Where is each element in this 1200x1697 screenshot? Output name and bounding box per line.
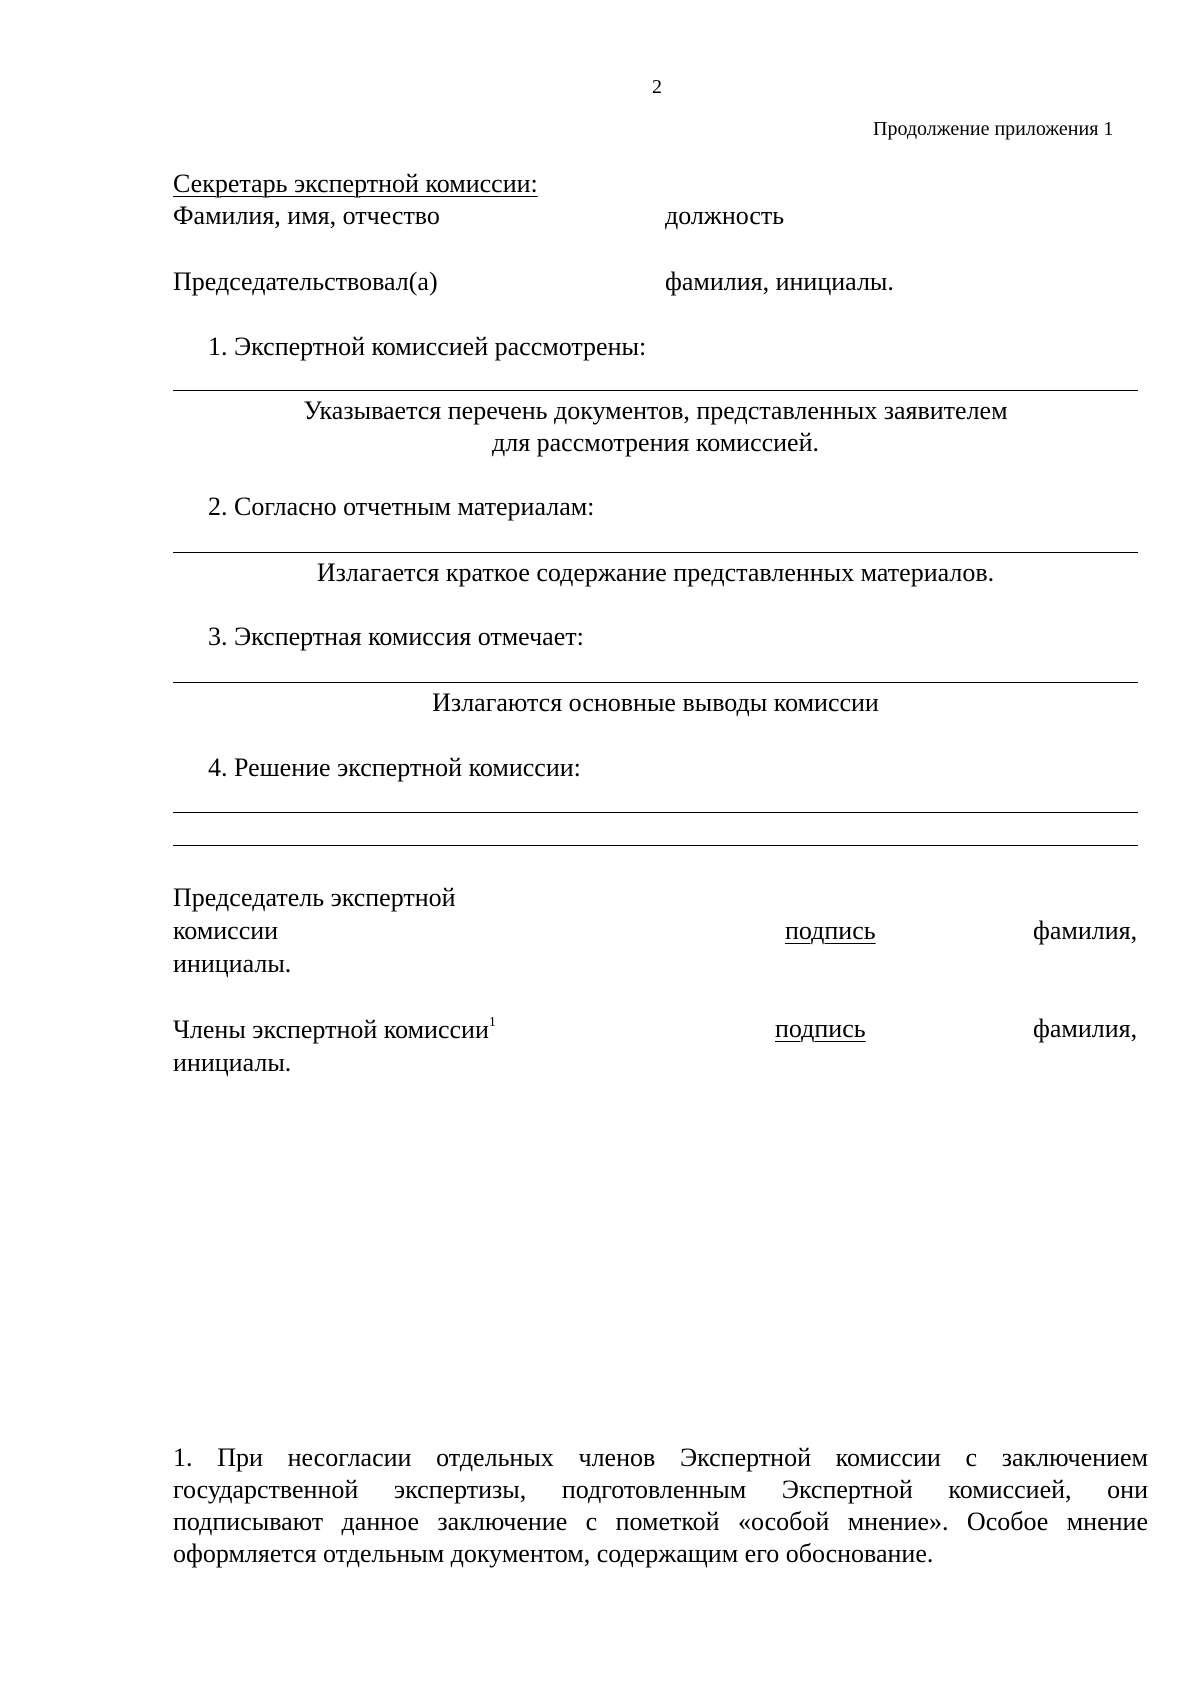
footnote-text: 1. При несогласии отдельных членов Экспертной комиссии с заключением государственной экспертизы, подготовленным Экспертной комиссией, они подписывают данное заключение с пометкой «особой мнение». Особое мнение оформляется отдельным документом, содержащим его обоснование. [173,1443,1148,1568]
section-3-rule [173,682,1138,683]
secretary-name-label: Фамилия, имя, отчество [173,201,440,230]
members-label [173,1016,496,1043]
page-number: 2 [652,76,662,98]
secretary-heading: Секретарь экспертной комиссии: [173,169,538,198]
section-3-title: 3. Экспертная комиссия отмечает: [208,622,584,651]
members-footnote-ref: 1 [488,1015,496,1030]
section-2-caption: Излагается краткое содержание представленных материалов. [316,558,995,587]
chair-value: фамилия, инициалы. [665,267,894,296]
members-signature: подпись [775,1014,866,1043]
section-3-caption: Излагаются основные выводы комиссии [432,688,879,717]
chairman-label-line2: комиссии [173,916,279,945]
members-label-text: Члены экспертной комиссии [173,1015,489,1044]
chairman-signature: подпись [785,916,876,945]
section-2-rule [173,552,1138,553]
chair-label: Председательствовал(а) [173,267,438,296]
chairman-label-line1: Председатель экспертной [173,883,456,912]
chairman-initials: инициалы. [173,949,292,978]
section-1-rule [173,390,1138,391]
chairman-surname: фамилия, [1033,916,1138,945]
secretary-position-label: должность [665,201,785,230]
section-1-caption-line1: Указывается перечень документов, представленных заявителем [303,396,1008,425]
section-1-caption-line2: для рассмотрения комиссией. [491,428,820,457]
section-1-title: 1. Экспертной комиссией рассмотрены: [208,332,647,361]
section-2-title: 2. Согласно отчетным материалам: [208,492,595,521]
continuation-note: Продолжение приложения 1 [873,118,1114,140]
section-4-rule-1 [173,812,1138,813]
section-4-rule-2 [173,845,1138,846]
members-initials: инициалы. [173,1048,292,1077]
members-surname: фамилия, [1033,1014,1138,1043]
section-4-title: 4. Решение экспертной комиссии: [208,753,581,782]
